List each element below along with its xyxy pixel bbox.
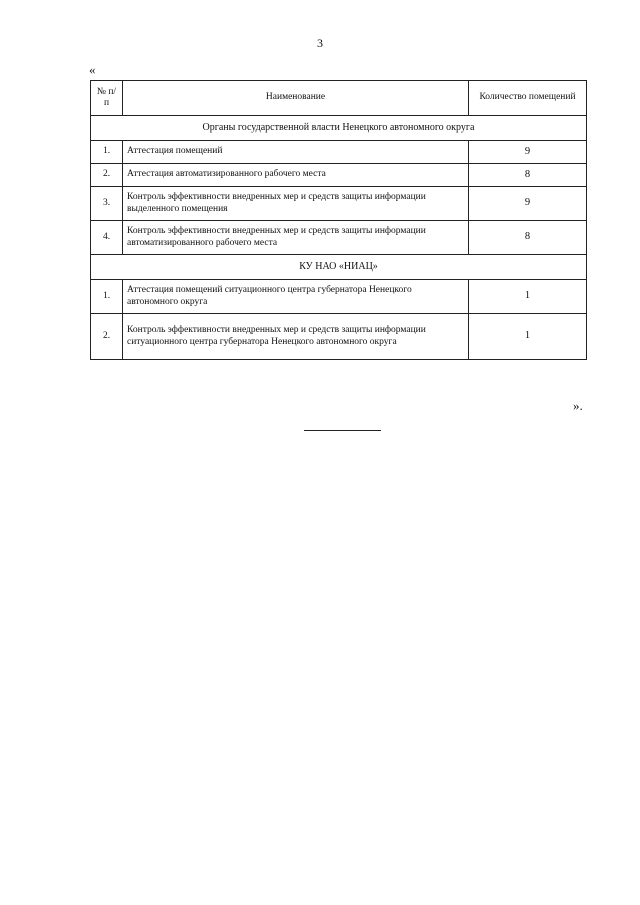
row-number: 2. — [91, 164, 123, 187]
end-separator-line — [304, 430, 381, 431]
header-number: № п/п — [91, 81, 123, 116]
row-number: 1. — [91, 141, 123, 164]
row-quantity: 9 — [469, 187, 587, 221]
table-row — [91, 187, 587, 221]
table-row — [91, 314, 587, 360]
row-number: 3. — [91, 187, 123, 221]
row-quantity: 8 — [469, 221, 587, 255]
table-row — [91, 221, 587, 255]
group-header-row — [91, 255, 587, 280]
row-name: Аттестация помещений ситуационного центра губернатора Ненецкого автономного округа — [123, 280, 469, 314]
row-name: Аттестация помещений — [123, 141, 469, 164]
row-name: Контроль эффективности внедренных мер и средств защиты информации автоматизированного рабочего места — [123, 221, 469, 255]
page-number: 3 — [317, 36, 323, 50]
table-row — [91, 164, 587, 187]
row-quantity: 1 — [469, 314, 587, 360]
row-number: 1. — [91, 280, 123, 314]
group-header-row — [91, 116, 587, 141]
row-name: Контроль эффективности внедренных мер и средств защиты информации выделенного помещения — [123, 187, 469, 221]
row-name: Контроль эффективности внедренных мер и средств защиты информации ситуационного центра губернатора Ненецкого автономного округа — [123, 314, 469, 360]
header-name: Наименование — [123, 81, 469, 116]
row-name: Аттестация автоматизированного рабочего места — [123, 164, 469, 187]
row-quantity: 9 — [469, 141, 587, 164]
closing-quote: ». — [573, 398, 583, 413]
row-number: 2. — [91, 314, 123, 360]
header-quantity: Количество помещений — [469, 81, 587, 116]
table-row — [91, 141, 587, 164]
opening-quote: « — [89, 62, 96, 77]
group-title: Органы государственной власти Ненецкого автономного округа — [91, 116, 587, 141]
table-row — [91, 280, 587, 314]
row-quantity: 1 — [469, 280, 587, 314]
group-title: КУ НАО «НИАЦ» — [91, 255, 587, 280]
row-quantity: 8 — [469, 164, 587, 187]
table-header-row — [91, 81, 587, 116]
premises-table — [90, 80, 587, 360]
row-number: 4. — [91, 221, 123, 255]
